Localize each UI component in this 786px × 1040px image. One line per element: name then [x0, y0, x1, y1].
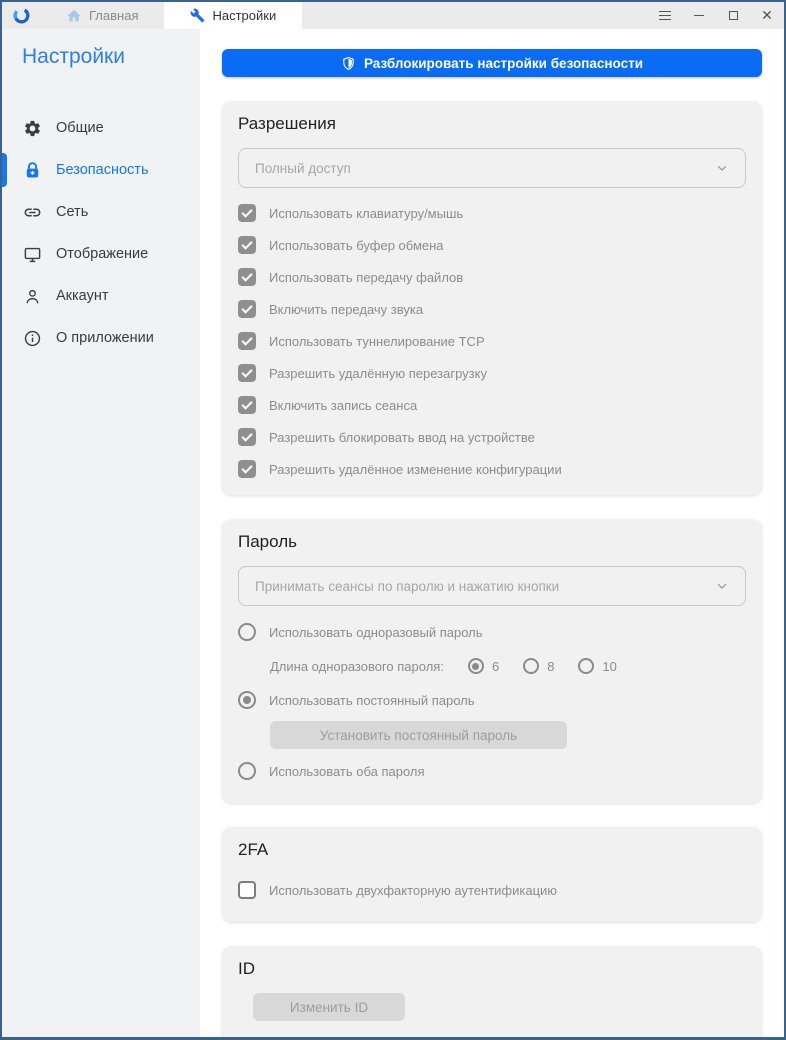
- tab-home[interactable]: [40, 2, 164, 29]
- twofa-title: 2FA: [238, 840, 269, 859]
- checkbox-checked[interactable]: [238, 396, 256, 414]
- sidebar-item-label: Общие: [56, 120, 104, 136]
- radio-label: Использовать постоянный пароль: [269, 692, 475, 708]
- tab-home-label: Главная: [89, 8, 139, 23]
- permission-row-session-recording[interactable]: [238, 389, 746, 421]
- sidebar-item-account[interactable]: [2, 275, 200, 317]
- permission-row-clipboard[interactable]: [238, 229, 746, 261]
- radio-label: Использовать оба пароля: [269, 763, 425, 779]
- twofa-label: Использовать двухфакторную аутентификацию: [269, 882, 558, 898]
- change-id-button[interactable]: Изменить ID: [253, 993, 405, 1021]
- permissions-section: [222, 101, 762, 495]
- twofa-checkbox-row[interactable]: [238, 874, 746, 906]
- shield-icon: [341, 56, 356, 71]
- radio-label: Использовать одноразовый пароль: [269, 624, 483, 640]
- permission-row-block-input[interactable]: [238, 421, 746, 453]
- access-mode-dropdown[interactable]: [238, 148, 746, 188]
- checkbox-checked[interactable]: [238, 300, 256, 318]
- otp-option-label: 8: [547, 658, 555, 674]
- info-icon: [22, 328, 42, 348]
- permission-row-keyboard-mouse[interactable]: [238, 197, 746, 229]
- sidebar-item-label: Аккаунт: [56, 288, 109, 304]
- person-icon: [22, 286, 42, 306]
- unlock-security-settings-button[interactable]: [222, 49, 762, 77]
- unlock-button-label: Разблокировать настройки безопасности: [363, 55, 644, 71]
- otp-length-option-6[interactable]: [468, 658, 499, 674]
- app-logo-icon: [2, 2, 40, 29]
- password-mode-value: Принимать сеансы по паролю и нажатию кнопки: [255, 578, 560, 594]
- set-permanent-password-button[interactable]: Установить постоянный пароль: [270, 721, 567, 749]
- checkbox-checked[interactable]: [238, 460, 256, 478]
- sidebar-item-general[interactable]: [2, 107, 200, 149]
- permission-label: Включить запись сеанса: [269, 397, 418, 413]
- checkbox-checked[interactable]: [238, 268, 256, 286]
- security-settings-panel: [200, 29, 784, 1037]
- sidebar-item-display[interactable]: [2, 233, 200, 275]
- checkbox-checked[interactable]: [238, 236, 256, 254]
- link-icon: [22, 202, 42, 222]
- sidebar-item-label: Безопасность: [56, 162, 149, 178]
- permission-row-file-transfer[interactable]: [238, 261, 746, 293]
- checkbox-checked[interactable]: [238, 204, 256, 222]
- permission-row-audio[interactable]: [238, 293, 746, 325]
- otp-length-option-8[interactable]: [523, 658, 554, 674]
- sidebar-item-network[interactable]: [2, 191, 200, 233]
- tab-settings[interactable]: [164, 2, 302, 29]
- wrench-icon: [190, 8, 205, 23]
- permission-row-tcp-tunnel[interactable]: [238, 325, 746, 357]
- otp-length-option-10[interactable]: [578, 658, 616, 674]
- permission-label: Разрешить удалённую перезагрузку: [269, 365, 487, 381]
- password-section: [222, 519, 762, 803]
- radio-row-both-passwords[interactable]: [238, 755, 746, 787]
- selected-indicator: [2, 153, 7, 187]
- monitor-icon: [22, 244, 42, 264]
- permission-label: Разрешить блокировать ввод на устройстве: [269, 429, 535, 445]
- permission-label: Использовать туннелирование TCP: [269, 333, 485, 349]
- id-section: [222, 946, 762, 1037]
- permission-label: Использовать передачу файлов: [269, 269, 464, 285]
- access-mode-value: Полный доступ: [255, 160, 351, 176]
- close-icon[interactable]: ✕: [761, 7, 773, 23]
- otp-length-label: Длина одноразового пароля:: [270, 658, 444, 674]
- checkbox-unchecked[interactable]: [238, 881, 256, 899]
- permission-row-remote-restart[interactable]: [238, 357, 746, 389]
- radio-unselected[interactable]: [523, 658, 539, 674]
- sidebar-item-label: Сеть: [56, 204, 89, 220]
- home-icon: [66, 8, 82, 24]
- menu-icon[interactable]: [648, 2, 682, 29]
- permission-label: Использовать буфер обмена: [269, 237, 444, 253]
- password-title: Пароль: [238, 532, 297, 551]
- permission-label: Использовать клавиатуру/мышь: [269, 205, 464, 221]
- sidebar-item-label: О приложении: [56, 330, 154, 346]
- radio-row-one-time-password[interactable]: [238, 616, 746, 648]
- permission-label: Разрешить удалённое изменение конфигурации: [269, 461, 562, 477]
- minimize-icon[interactable]: [682, 2, 716, 29]
- gear-icon: [22, 118, 42, 138]
- maximize-icon[interactable]: [716, 2, 750, 29]
- twofa-section: [222, 827, 762, 922]
- sidebar-title: Настройки: [22, 45, 125, 68]
- id-title: ID: [238, 959, 255, 978]
- titlebar: [2, 2, 784, 29]
- settings-sidebar: [2, 29, 200, 1037]
- sidebar-item-label: Отображение: [56, 246, 149, 262]
- permission-row-remote-config[interactable]: [238, 453, 746, 485]
- radio-unselected[interactable]: [578, 658, 594, 674]
- otp-option-label: 10: [602, 658, 617, 674]
- otp-length-row: [238, 648, 746, 684]
- chevron-down-icon: [715, 161, 729, 175]
- otp-option-label: 6: [491, 658, 500, 674]
- radio-selected[interactable]: [468, 658, 484, 674]
- radio-selected[interactable]: [238, 691, 256, 709]
- radio-unselected[interactable]: [238, 762, 256, 780]
- lock-icon: [22, 160, 42, 180]
- radio-row-permanent-password[interactable]: [238, 684, 746, 716]
- checkbox-checked[interactable]: [238, 364, 256, 382]
- permissions-title: Разрешения: [238, 114, 336, 133]
- permission-label: Включить передачу звука: [269, 301, 424, 317]
- radio-unselected[interactable]: [238, 623, 256, 641]
- sidebar-item-security[interactable]: [2, 149, 200, 191]
- checkbox-checked[interactable]: [238, 428, 256, 446]
- checkbox-checked[interactable]: [238, 332, 256, 350]
- tab-settings-label: Настройки: [212, 8, 277, 23]
- password-mode-dropdown[interactable]: [238, 566, 746, 606]
- titlebar-drag-area: [302, 2, 648, 29]
- chevron-down-icon: [715, 579, 729, 593]
- sidebar-item-about[interactable]: [2, 317, 200, 359]
